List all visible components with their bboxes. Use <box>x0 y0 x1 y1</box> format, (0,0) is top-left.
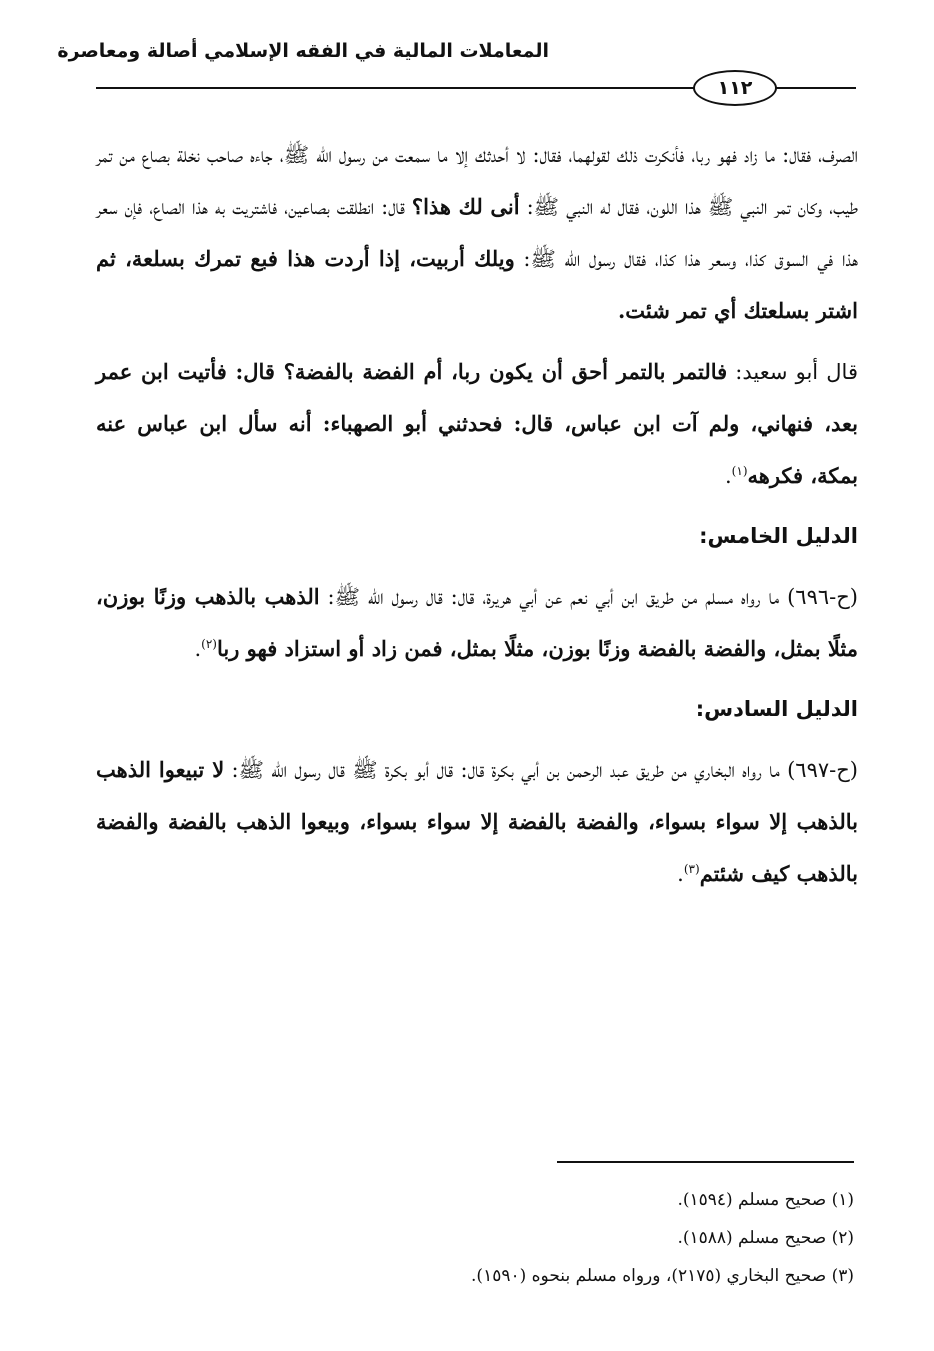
section-heading-5: الدليل الخامس: <box>699 524 858 548</box>
footnote-separator <box>557 1161 854 1163</box>
hadith-quote: لا تبيعوا الذهب بالذهب إلا سواء بسواء، والفضة بالفضة إلا سواء بسواء، وبيعوا الذهب بالفضة والفضة بالذهب كيف شئتم <box>96 757 858 886</box>
text-run: الصرف، فقال: ما زاد فهو ربا، فأنكرت ذلك لقولهما، فقال: لا أحدثك إلا ما سمعت من رسول الله ﷺ، جاءه صاحب نخلة بصاع من تمر طيب، وكان تمر النبي ﷺ هذا اللون، فقال له النبي ﷺ: <box>96 143 858 219</box>
footnote-ref-3: (٣) <box>683 862 700 876</box>
paragraph-1 <box>96 130 858 337</box>
text-run: (ح-٦٩٧) ما رواه البخاري من طريق عبد الرحمن بن أبي بكرة قال: قال أبو بكرة ﷺ قال رسول الله ﷺ: <box>224 758 858 782</box>
text-run: قال أبو سعيد: <box>727 360 858 384</box>
text-run: قال: انطلقت بصاعين، فاشتريت به هذا الصاع، فإن سعر هذا في السوق كذا، وسعر هذا كذا، فقال رسول الله ﷺ: <box>96 195 858 271</box>
hadith-quote: الذهب بالذهب وزنًا بوزن، مثلًا بمثل، والفضة بالفضة وزنًا بوزن، مثلًا بمثل، فمن زاد أو استزاد فهو ربا <box>96 584 858 661</box>
running-title: المعاملات المالية في الفقه الإسلامي أصالة ومعاصرة <box>57 40 549 62</box>
page-number: ١١٢ <box>693 70 777 106</box>
footnote-ref-2: (٢) <box>201 637 217 651</box>
text-run: (ح-٦٩٦) ما رواه مسلم من طريق ابن أبي نعم عن أبي هريرة، قال: قال رسول الله ﷺ: <box>319 585 858 609</box>
hadith-quote: فالتمر بالتمر أحق أن يكون ربا، أم الفضة بالفضة؟ قال: فأتيت ابن عمر بعد، فنهاني، ولم آت ابن عباس، قال: فحدثني أبو الصهباء: أنه سأل ابن عباس عنه بمكة، فكرهه <box>96 359 858 488</box>
footnote-2: (٢) صحيح مسلم (١٥٨٨). <box>677 1228 854 1248</box>
footnotes <box>96 1181 854 1295</box>
footnote-ref-1: (١) <box>731 464 748 478</box>
footnote-3: (٣) صحيح البخاري (٢١٧٥)، ورواه مسلم بنحوه (١٥٩٠). <box>471 1266 854 1286</box>
text-run: . <box>194 637 202 661</box>
section-heading-6: الدليل السادس: <box>695 697 858 721</box>
hadith-quote: ويلك أربيت، إذا أردت هذا فبع تمرك بسلعة، ثم اشتر بسلعتك أي تمر شئت. <box>96 246 858 323</box>
footnote-1: (١) صحيح مسلم (١٥٩٤). <box>677 1190 854 1210</box>
text-run: . <box>677 862 684 886</box>
paragraph-3 <box>96 571 858 675</box>
text-run: . <box>724 464 732 488</box>
paragraph-4 <box>96 744 858 900</box>
hadith-quote: أنى لك هذا؟ <box>411 194 520 219</box>
paragraph-2 <box>96 346 858 502</box>
main-text <box>96 130 858 900</box>
